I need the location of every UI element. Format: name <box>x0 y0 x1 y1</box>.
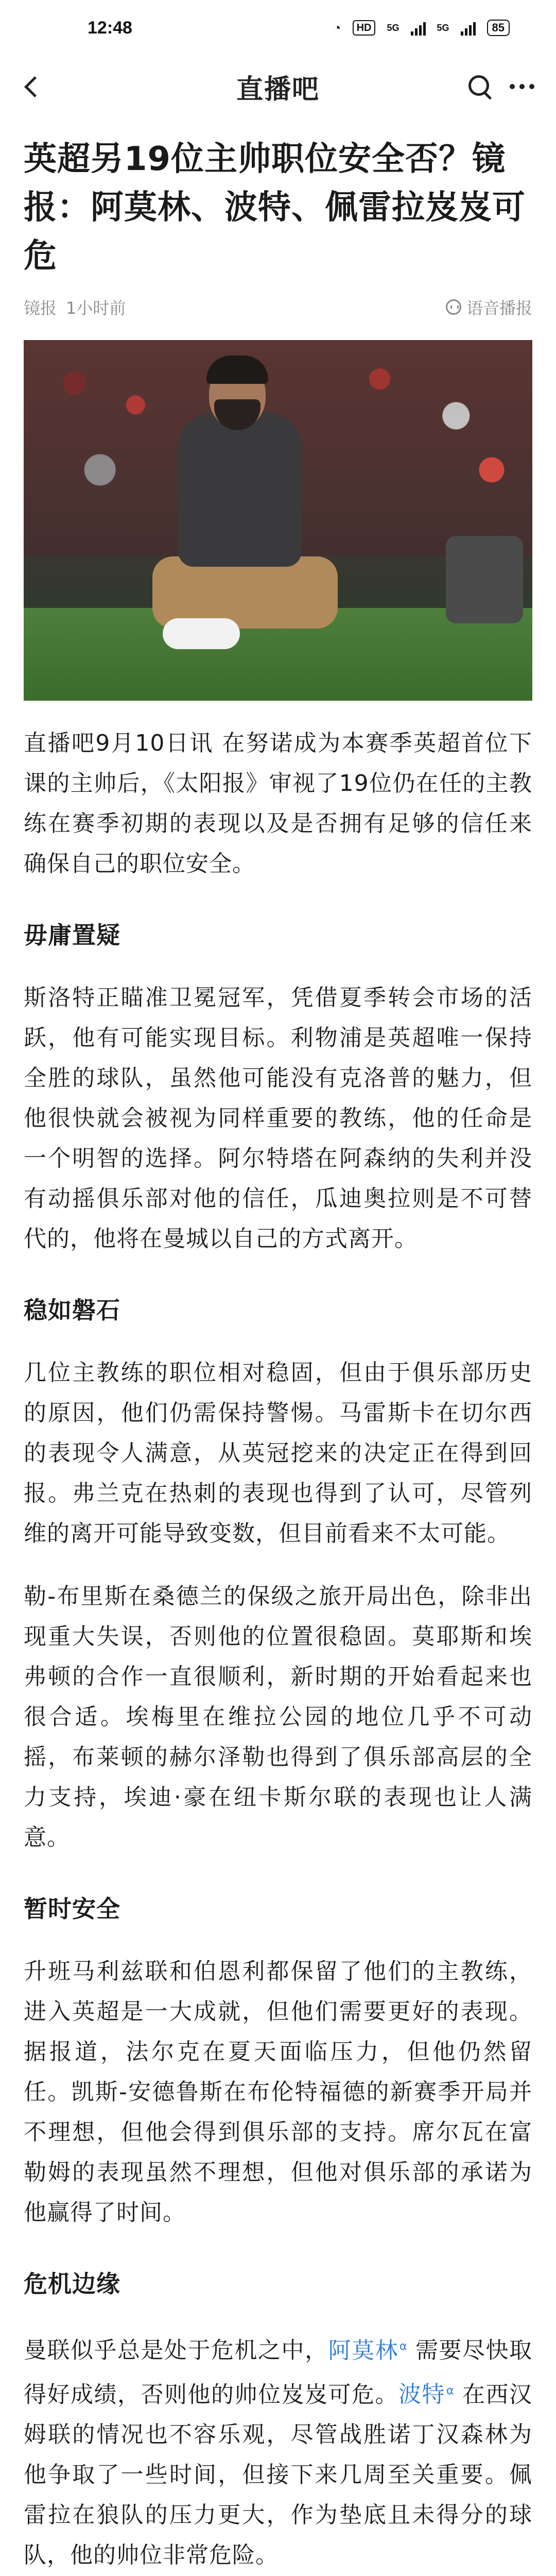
status-bar <box>0 0 556 56</box>
article-title: 英超另19位主帅职位安全否？镜报：阿莫林、波特、佩雷拉岌岌可危 <box>24 140 526 275</box>
signal-label-2: 5G <box>437 22 449 33</box>
app-brand-title: 直播吧 <box>236 73 320 105</box>
section-heading: 稳如磐石 <box>24 1296 120 1324</box>
signal-label-1: 5G <box>387 22 399 33</box>
section-heading: 暂时安全 <box>24 1895 120 1923</box>
article-hero-image[interactable] <box>24 340 532 701</box>
back-icon[interactable] <box>18 72 46 101</box>
status-icons <box>333 20 510 36</box>
network-badge: HD <box>353 20 376 36</box>
article-paragraph: 斯洛特正瞄准卫冕冠军，凭借夏季转会市场的活跃，他有可能实现目标。利物浦是英超唯一保持全胜的球队，虽然他可能没有克洛普的魅力，但他很快就会被视为同样重要的教练，他的任命是一个明智的选择。阿尔特塔在阿森纳的失利并没有动摇俱乐部对他的信任，瓜迪奥拉则是不可替代的，他将在曼城以自己的方式离开。 <box>24 985 532 1252</box>
article-time: 1小时前 <box>66 298 126 318</box>
section-heading: 毋庸置疑 <box>24 921 120 949</box>
signal-icon-1 <box>411 20 426 36</box>
article-paragraph: 升班马利兹联和伯恩利都保留了他们的主教练，进入英超是一大成就，但他们需要更好的表现。据报道，法尔克在夏天面临压力，但他仍然留任。凯斯-安德鲁斯在布伦特福德的新赛季开局并不理想，但他会得到俱乐部的支持。席尔瓦在富勒姆的表现虽然不理想，但他对俱乐部的承诺为他赢得了时间。 <box>24 1958 533 2226</box>
article-paragraph <box>24 2327 532 2575</box>
paragraph-text: 曼联似乎总是处于危机之中， <box>24 2337 328 2364</box>
link-mark: α <box>446 2384 455 2397</box>
tts-button[interactable] <box>446 295 532 319</box>
signal-icon-2 <box>461 20 476 36</box>
paragraph-text: 需要尽快取得好成绩，否则他的帅位岌岌可危。 <box>24 2337 532 2408</box>
article-intro: 直播吧9月10日讯 在努诺成为本赛季英超首位下课的主帅后，《太阳报》审视了19位仍在任的主教练在赛季初期的表现以及是否拥有足够的信任来确保自己的职位安全。 <box>24 730 532 877</box>
more-icon[interactable] <box>503 71 541 102</box>
battery-icon: 85 <box>487 20 510 36</box>
link-text: 波特 <box>398 2381 445 2408</box>
link-text: 阿莫林 <box>328 2337 398 2364</box>
link-mark: α <box>399 2340 408 2353</box>
player-link-potter[interactable] <box>398 2381 455 2408</box>
top-nav-bar <box>0 56 556 117</box>
article-source[interactable]: 镜报 <box>24 298 57 318</box>
section-heading: 危机边缘 <box>24 2270 120 2298</box>
wifi-icon: ◔ <box>333 20 341 36</box>
player-link-amorim[interactable] <box>328 2337 408 2364</box>
speaker-icon <box>446 299 461 315</box>
article-paragraph: 勒-布里斯在桑德兰的保级之旅开局出色，除非出现重大失误，否则他的位置很稳固。莫耶斯和埃弗顿的合作一直很顺利，新时期的开始看起来也很合适。埃梅里在维拉公园的地位几乎不可动摇，布莱顿的赫尔泽勒也得到了俱乐部高层的全力支持，埃迪·豪在纽卡斯尔联的表现也让人满意。 <box>24 1583 533 1851</box>
article <box>24 135 532 2575</box>
article-paragraph: 几位主教练的职位相对稳固，但由于俱乐部历史的原因，他们仍需保持警惕。马雷斯卡在切尔西的表现令人满意，从英冠挖来的决定正在得到回报。弗兰克在热刺的表现也得到了认可，尽管列维的离开可能导致变数，但目前看来不太可能。 <box>24 1360 532 1547</box>
status-time: 12:48 <box>88 18 132 38</box>
tts-label: 语音播报 <box>466 298 532 318</box>
article-meta <box>24 295 532 319</box>
search-icon[interactable] <box>464 71 495 102</box>
paragraph-text: 在西汉姆联的情况也不容乐观，尽管战胜诺丁汉森林为他争取了一些时间，但接下来几周至关重要。佩雷拉在狼队的压力更大，作为垫底且未得分的球队，他的帅位非常危险。 <box>24 2381 532 2569</box>
